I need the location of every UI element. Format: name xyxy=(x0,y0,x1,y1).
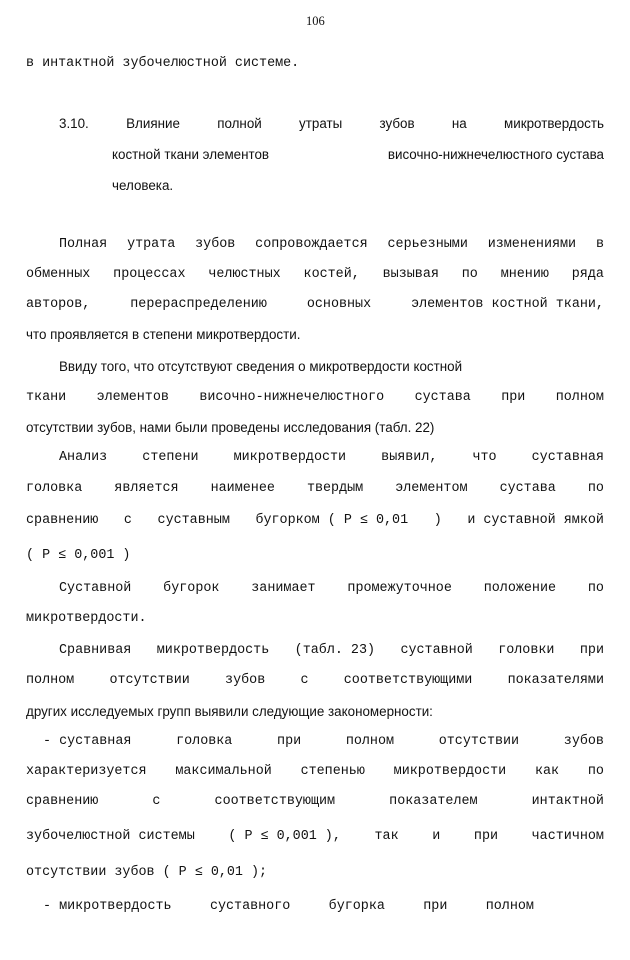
text-line: головка является наименее твердым элементом сустава по xyxy=(26,481,604,496)
text-line: отсутствии зубов ( P ≤ 0,01 ); xyxy=(26,865,268,880)
page-number: 106 xyxy=(306,14,325,28)
text-line: что проявляется в степени микротвердости. xyxy=(26,327,301,342)
text-line: Сравнивая микротвердость (табл. 23) суставной головки при xyxy=(59,643,604,658)
section-heading: 3.10. Влияние полной утраты зубов на микротвердость xyxy=(59,116,604,131)
text-line: Суставной бугорок занимает промежуточное положение по xyxy=(59,581,604,596)
list-item: - микротвердость суставного бугорка при полном xyxy=(43,899,534,914)
text-line: ткани элементов височно-нижнечелюстного сустава при полном xyxy=(26,390,604,405)
text-line: обменных процессах челюстных костей, вызывая по мнению ряда xyxy=(26,267,604,282)
section-heading-line: человека. xyxy=(112,178,174,193)
text-line: отсутствии зубов, нами были проведены исследования (табл. 22) xyxy=(26,420,435,435)
text-line: зубочелюстной системы ( P ≤ 0,001 ), так и при частичном xyxy=(26,829,604,844)
list-item: - суставная головка при полном отсутствии зубов xyxy=(43,734,604,749)
text-line: сравнению с соответствующим показателем интактной xyxy=(26,794,604,809)
text-line: Полная утрата зубов сопровождается серьезными изменениями в xyxy=(59,237,604,252)
text-line: Ввиду того, что отсутствуют сведения о микротвердости костной xyxy=(59,359,463,374)
text-line: сравнению с суставным бугорком ( P ≤ 0,01 ) и суставной ямкой xyxy=(26,513,604,528)
section-heading-line: костной ткани элементов височно-нижнечелюстного сустава xyxy=(112,147,604,162)
text-line: характеризуется максимальной степенью микротвердости как по xyxy=(26,764,604,779)
text-line: микротвердости. xyxy=(26,611,147,626)
text-line: авторов, перераспределению основных элементов костной ткани, xyxy=(26,297,604,312)
text-line: ( P ≤ 0,001 ) xyxy=(26,548,131,563)
text-line: в интактной зубочелюстной системе. xyxy=(26,56,300,71)
text-line: других исследуемых групп выявили следующие закономерности: xyxy=(26,704,433,719)
text-line: Анализ степени микротвердости выявил, что суставная xyxy=(59,450,604,465)
text-line: полном отсутствии зубов с соответствующими показателями xyxy=(26,673,604,688)
